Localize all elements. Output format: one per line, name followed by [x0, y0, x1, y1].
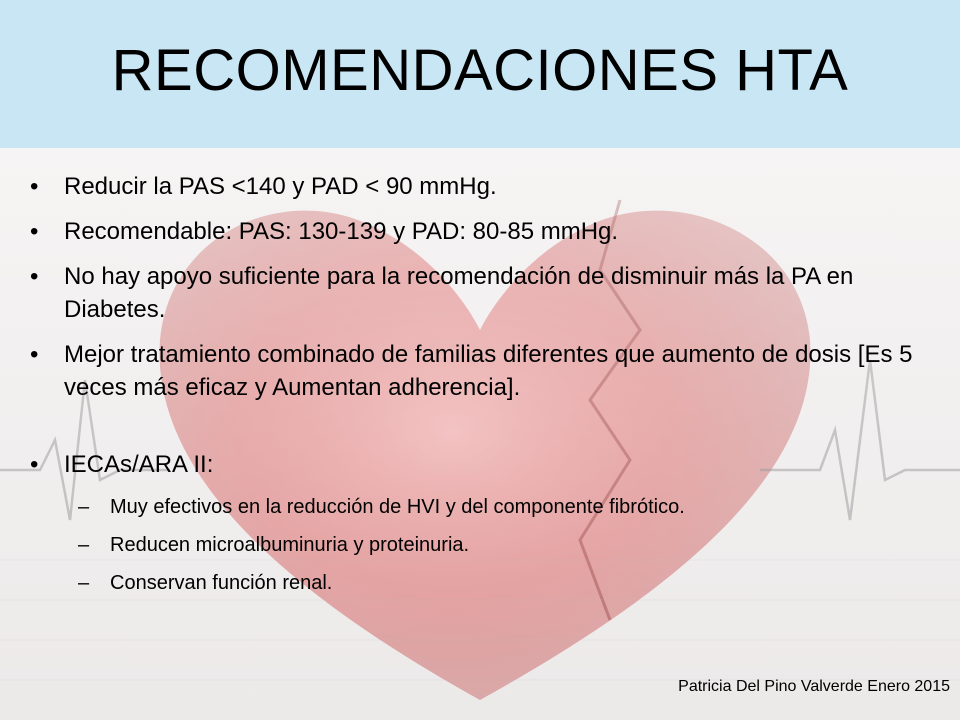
bullet-item: • Reducir la PAS <140 y PAD < 90 mmHg.: [28, 170, 938, 203]
title-band: [0, 0, 960, 148]
sub-bullet-item: – Reducen microalbuminuria y proteinuria.: [28, 531, 938, 559]
bullet-item: • No hay apoyo suficiente para la recomendación de disminuir más la PA en Diabetes.: [28, 260, 938, 326]
bullet-item: • Recomendable: PAS: 130-139 y PAD: 80-85 mmHg.: [28, 215, 938, 248]
sub-bullet-item: – Conservan función renal.: [28, 569, 938, 597]
footer-author: Patricia Del Pino Valverde Enero 2015: [678, 678, 950, 695]
bullet-item: • Mejor tratamiento combinado de familias diferentes que aumento de dosis [Es 5 veces más eficaz y Aumentan adherencia].: [28, 338, 938, 404]
sub-bullet-item: – Muy efectivos en la reducción de HVI y del componente fibrótico.: [28, 493, 938, 521]
bullet-item: • IECAs/ARA II:: [28, 448, 938, 481]
slide-title: RECOMENDACIONES HTA: [111, 38, 849, 103]
slide-content: [28, 170, 938, 607]
